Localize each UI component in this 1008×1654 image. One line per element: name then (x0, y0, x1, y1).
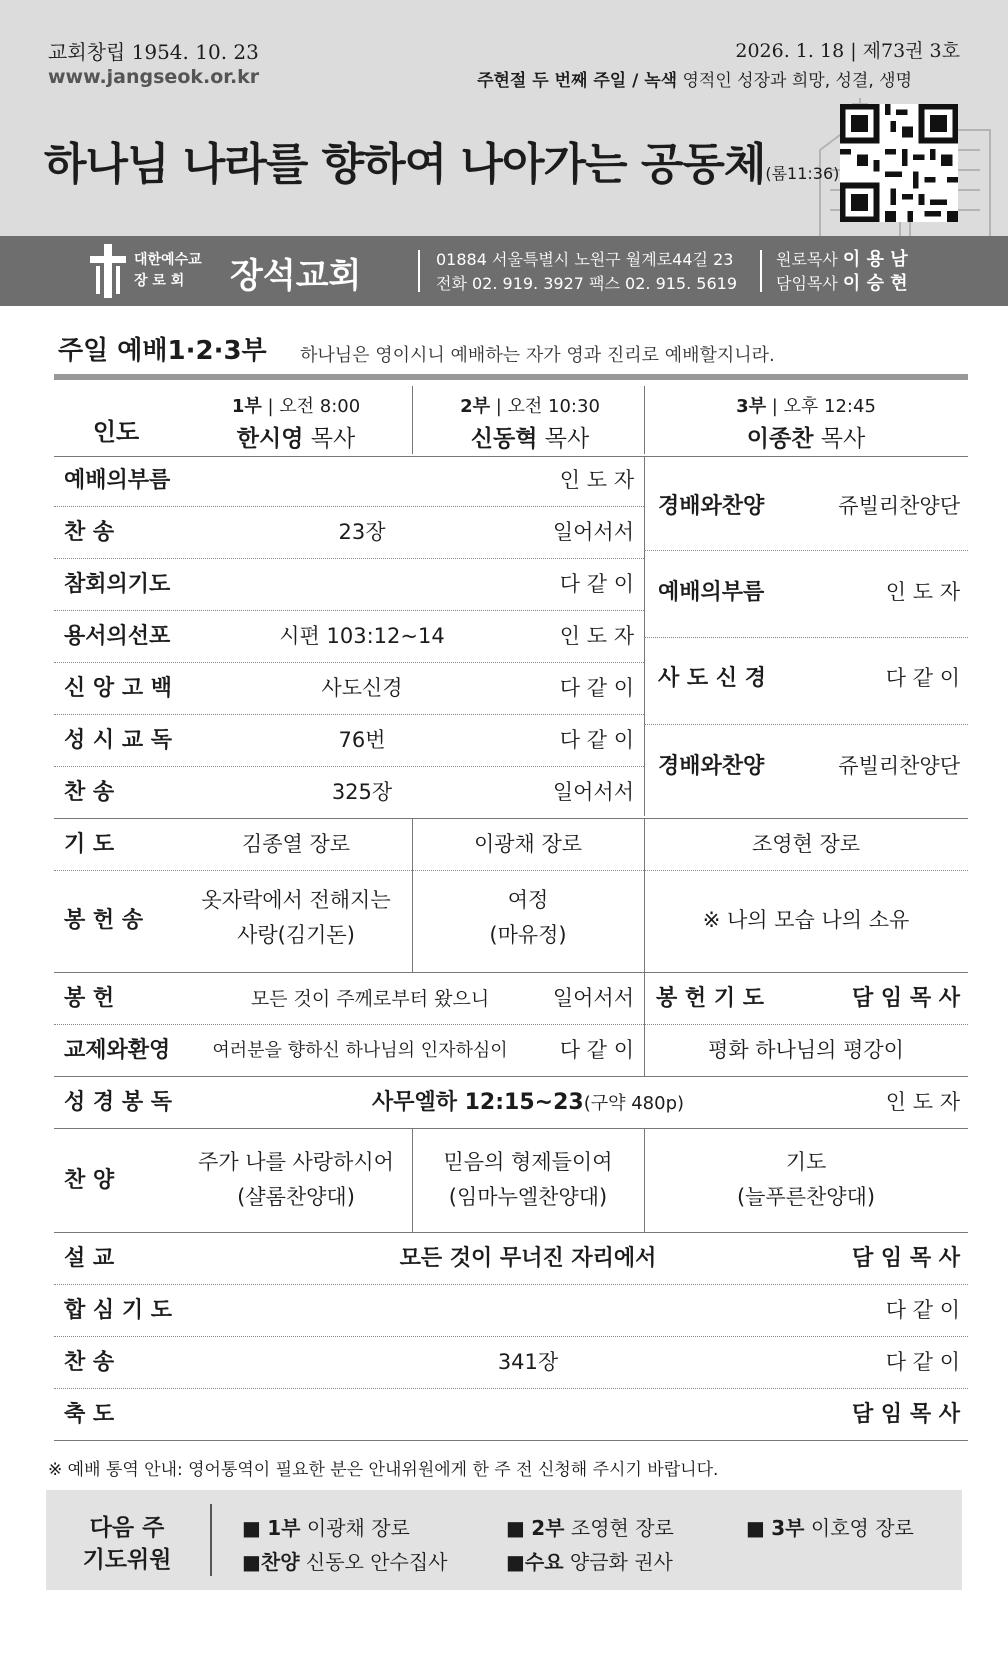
order-content: 76번 (338, 728, 386, 752)
next-week-prayer-panel (46, 1490, 962, 1590)
benediction-who: 담 임 목 사 (852, 1402, 960, 1427)
church-contact: 01884 서울특별시 노원구 월계로44길 23 전화 02. 919. 3927 팩스 02. 915. 5619 (436, 250, 738, 293)
grid-line (644, 724, 968, 725)
grid-line (644, 386, 645, 454)
order-label: 찬 송 (64, 780, 115, 805)
offering-song-1-credit: 사랑(김기돈) (237, 923, 355, 947)
bulletin-title: 하나님 나라를 향하여 나아가는 공동체(롬11:36) (44, 139, 840, 190)
offering-content: 모든 것이 주께로부터 왔으니 (250, 988, 490, 1010)
grid-line (54, 1388, 968, 1389)
sermon-title: 모든 것이 무너진 자리에서 (399, 1246, 657, 1271)
title-reference: (롬11:36) (765, 164, 840, 183)
worship-section-title: 주일 예배1·2·3부 (58, 336, 267, 366)
offering-prayer-who: 담 임 목 사 (852, 986, 960, 1011)
anthem-1-choir: (샬롬찬양대) (237, 1185, 355, 1209)
grid-line (54, 766, 644, 767)
bulletin-header (0, 0, 1008, 236)
order-label: 용서의선포 (64, 624, 171, 649)
grid-line (644, 550, 968, 551)
order-content: 23장 (338, 520, 386, 544)
scripture-label: 성 경 봉 독 (64, 1090, 172, 1115)
offering-who: 일어서서 (552, 986, 634, 1010)
scripture-reading: 사무엘하 12:15~23(구약 480p) (371, 1090, 685, 1115)
order-who: 인 도 자 (559, 624, 634, 648)
divider (210, 1504, 212, 1576)
grid-line (644, 818, 645, 972)
service-1-header: 1부 | 오전 8:00 한시영 목사 (231, 396, 361, 452)
leader-label: 인도 (92, 418, 140, 446)
offering-label: 봉 헌 (64, 986, 115, 1011)
prayer-2: 이광채 장로 (473, 832, 583, 856)
section-rule (54, 374, 968, 380)
worship-verse: 하나님은 영이시니 예배하는 자가 영과 진리로 예배할지니라. (300, 345, 775, 366)
anthem-3-choir: (늘푸른찬양대) (736, 1185, 876, 1209)
fellowship-who: 다 같 이 (559, 1038, 634, 1062)
qr-code-icon[interactable] (840, 104, 958, 222)
order-who: 다 같 이 (559, 728, 634, 752)
church-name: 장석교회 (230, 256, 362, 296)
grid-line (54, 1284, 968, 1285)
grid-line (54, 818, 968, 819)
unison-prayer-who: 다 같 이 (885, 1298, 960, 1322)
order-who: 일어서서 (552, 520, 634, 544)
anthem-label: 찬 양 (64, 1168, 115, 1193)
liturgical-season: 주현절 두 번째 주일 / 녹색 영적인 성장과 희망, 성결, 생명 (477, 71, 912, 91)
fellowship-label: 교제와환영 (64, 1038, 171, 1063)
third-order-who: 쥬빌리찬양단 (838, 754, 960, 778)
offering-song-1-title: 옷자락에서 전해지는 (201, 888, 391, 912)
grid-line (54, 1440, 968, 1441)
grid-line (54, 1232, 968, 1233)
closing-hymn-who: 다 같 이 (885, 1350, 960, 1374)
interpretation-notice: ※ 예배 통역 안내: 영어통역이 필요한 분은 안내위원에게 한 주 전 신청해 주시기 바랍니다. (48, 1460, 719, 1480)
divider (418, 250, 420, 292)
order-who: 다 같 이 (559, 572, 634, 596)
service-3-header: 3부 | 오후 12:45 이종찬 목사 (736, 396, 876, 452)
grid-line (54, 558, 644, 559)
offering-song-label: 봉 헌 송 (64, 908, 144, 933)
prayer-member-wednesday: ■수요 양금화 권사 (506, 1550, 673, 1574)
grid-line (412, 386, 413, 454)
prayer-member-2: ■ 2부 조영현 장로 (506, 1516, 674, 1540)
grid-line (54, 1128, 968, 1129)
order-content: 사도신경 (321, 676, 403, 700)
divider (760, 250, 762, 292)
prayer-label: 기 도 (64, 832, 115, 857)
third-order-who: 인 도 자 (885, 580, 960, 604)
fellowship-content: 여러분을 향하신 하나님의 인자하심이 (212, 1040, 508, 1061)
next-week-prayer-title: 다음 주 기도위원 (82, 1515, 172, 1573)
third-order-label: 경배와찬양 (658, 754, 765, 779)
grid-line (54, 662, 644, 663)
website-link[interactable]: www.jangseok.or.kr (48, 66, 260, 88)
third-order-who: 쥬빌리찬양단 (838, 494, 960, 518)
grid-line (412, 818, 413, 972)
denomination: 대한예수교 장 로 회 (134, 252, 202, 289)
anthem-2-choir: (임마누엘찬양대) (448, 1185, 608, 1209)
grid-line (54, 456, 968, 457)
grid-line (54, 1336, 968, 1337)
order-content: 시편 103:12~14 (279, 624, 445, 648)
service-2-header: 2부 | 오전 10:30 신동혁 목사 (460, 396, 600, 452)
grid-line (54, 610, 644, 611)
order-label: 신 앙 고 백 (64, 676, 172, 701)
order-label: 참회의기도 (64, 572, 171, 597)
sermon-who: 담 임 목 사 (852, 1246, 960, 1271)
order-content: 325장 (331, 780, 393, 804)
grid-line (644, 1128, 645, 1232)
offering-song-2-title: 여정 (507, 888, 549, 912)
order-who: 인 도 자 (559, 468, 634, 492)
prayer-member-1: ■ 1부 이광채 장로 (242, 1516, 410, 1540)
grid-line (54, 506, 644, 507)
grid-line (54, 870, 968, 871)
grid-line (644, 637, 968, 638)
third-order-who: 다 같 이 (885, 666, 960, 690)
benediction-label: 축 도 (64, 1402, 115, 1427)
offering-prayer-label: 봉 헌 기 도 (656, 986, 764, 1011)
prayer-member-3: ■ 3부 이호영 장로 (746, 1516, 914, 1540)
order-label: 성 시 교 독 (64, 728, 172, 753)
order-who: 일어서서 (552, 780, 634, 804)
order-label: 찬 송 (64, 520, 115, 545)
issue-info: 2026. 1. 18 | 제73권 3호 (735, 40, 960, 62)
grid-line (54, 972, 968, 973)
anthem-3-title: 기도 (785, 1150, 827, 1174)
unison-prayer-label: 합 심 기 도 (64, 1298, 172, 1323)
grid-line (54, 1076, 968, 1077)
order-who: 다 같 이 (559, 676, 634, 700)
prayer-member-choir: ■찬양 신동오 안수집사 (242, 1550, 448, 1574)
scripture-who: 인 도 자 (885, 1090, 960, 1114)
prayer-1: 김종열 장로 (241, 832, 351, 856)
cross-logo-icon (88, 244, 128, 298)
order-label: 예배의부름 (64, 468, 171, 493)
third-order-label: 경배와찬양 (658, 494, 765, 519)
prayer-3: 조영현 장로 (751, 832, 861, 856)
offering-song-3: ※ 나의 모습 나의 소유 (702, 908, 910, 932)
grid-line (412, 1128, 413, 1232)
third-order-label: 사 도 신 경 (658, 666, 766, 691)
closing-hymn-number: 341장 (497, 1350, 559, 1374)
fellowship-content-3: 평화 하나님의 평강이 (708, 1038, 904, 1062)
founding-date: 교회창립 1954. 10. 23 (48, 40, 259, 64)
closing-hymn-label: 찬 송 (64, 1350, 115, 1375)
anthem-1-title: 주가 나를 사랑하시어 (198, 1150, 394, 1174)
anthem-2-title: 믿음의 형제들이여 (443, 1150, 613, 1174)
grid-line (54, 1024, 968, 1025)
church-info-band (0, 236, 1008, 306)
offering-song-2-credit: (마유정) (489, 923, 567, 947)
grid-line (644, 456, 645, 816)
sermon-label: 설 교 (64, 1246, 115, 1271)
grid-line (54, 714, 644, 715)
pastors: 원로목사 이 용 남 담임목사 이 승 현 (776, 249, 908, 294)
third-order-label: 예배의부름 (658, 580, 765, 605)
